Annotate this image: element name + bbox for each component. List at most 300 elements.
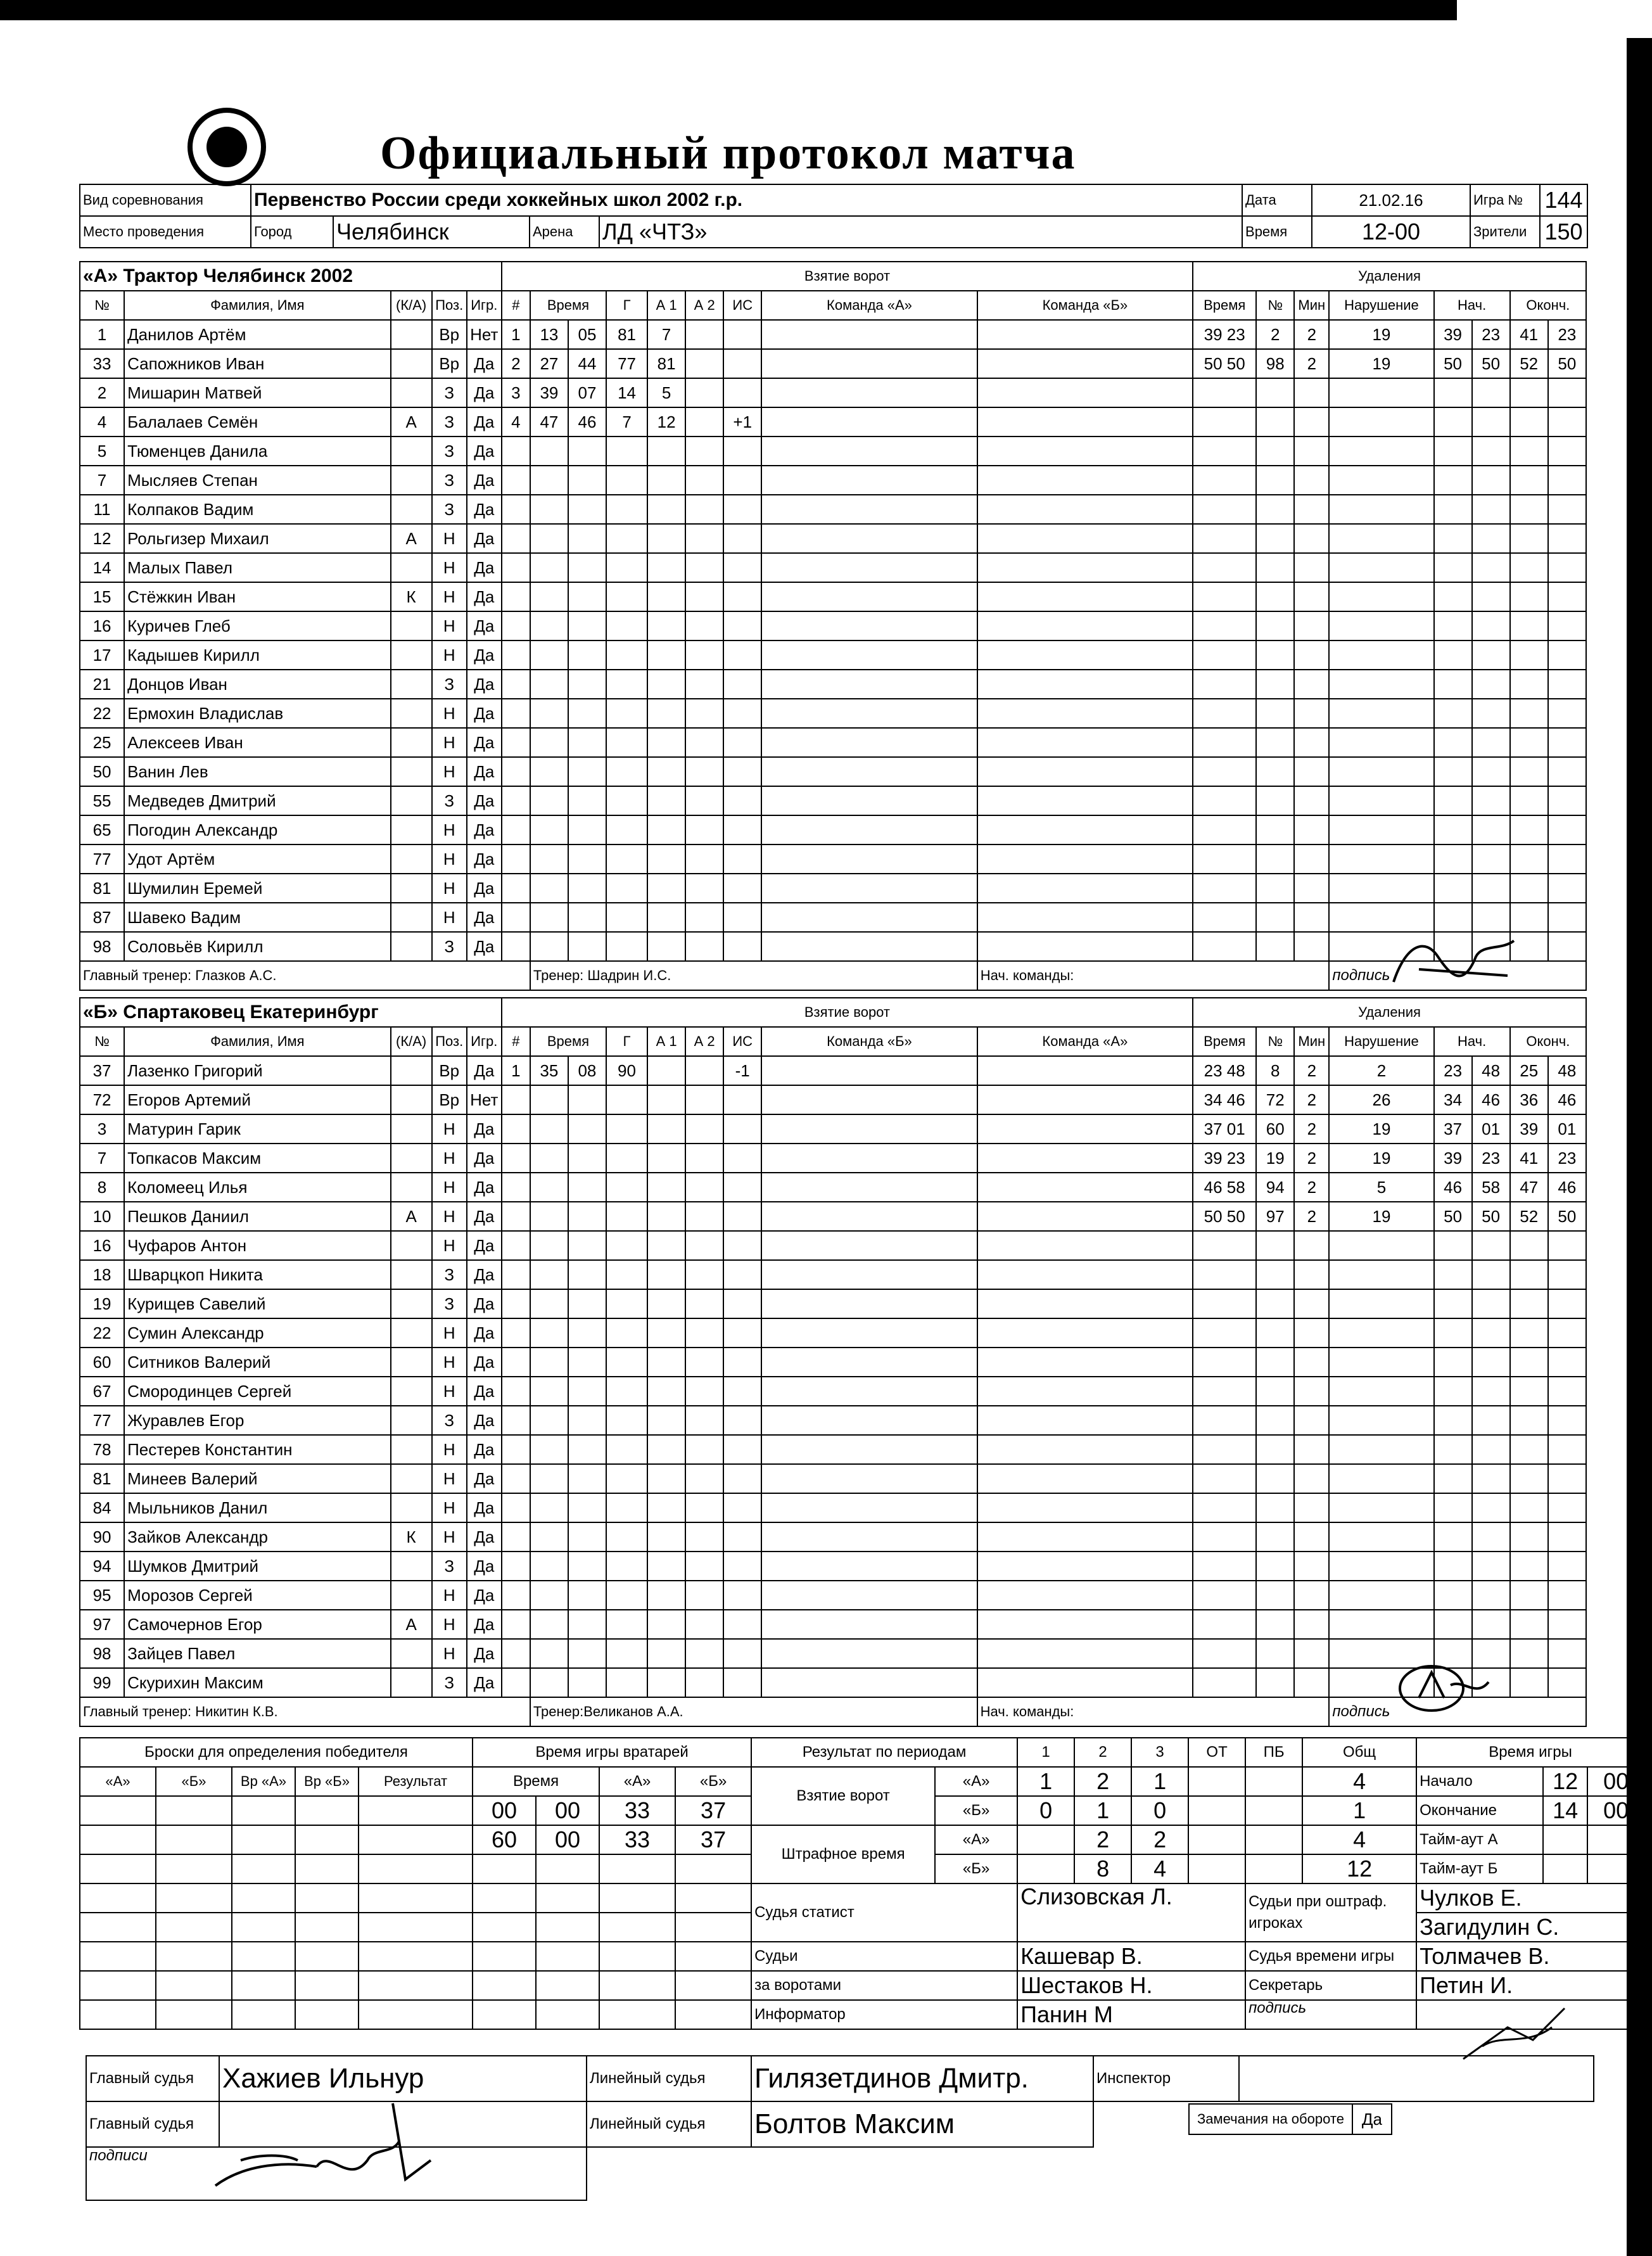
pen-no: 94 — [1256, 1173, 1294, 1202]
main-ref-1: Хажиев Ильнур — [219, 2056, 587, 2101]
player-played: Да — [467, 407, 502, 437]
player-number: 50 — [80, 757, 124, 786]
player-position: Н — [432, 582, 467, 611]
gB-3: 0 — [1131, 1796, 1188, 1825]
goal-a1: 12 — [647, 407, 685, 437]
city-label: Город — [251, 216, 333, 248]
player-captain — [391, 815, 432, 844]
player-played: Да — [467, 728, 502, 757]
teamA-goals-title: Взятие ворот — [502, 262, 1193, 291]
pen-em: 25 — [1510, 1056, 1548, 1085]
player-played: Да — [467, 1639, 502, 1668]
gA-ot — [1188, 1767, 1245, 1796]
player-name: Коломеец Илья — [124, 1173, 391, 1202]
teamA-hdr-pno: № — [1256, 291, 1294, 320]
pB-3: 4 — [1131, 1854, 1188, 1883]
gA-total: 4 — [1302, 1767, 1416, 1796]
start-m: 00 — [1587, 1767, 1644, 1796]
player-name: Пестерев Константин — [124, 1435, 391, 1464]
player-name: Рольгизер Михаил — [124, 524, 391, 553]
teamA-player-row — [80, 407, 1586, 437]
player-position: Н — [432, 553, 467, 582]
player-played: Да — [467, 1056, 502, 1085]
pen-ss2: 50 — [1472, 1202, 1510, 1231]
player-played: Да — [467, 1202, 502, 1231]
pen-ss2: 23 — [1472, 1144, 1510, 1173]
player-position: З — [432, 786, 467, 815]
player-captain — [391, 1114, 432, 1144]
pen-sm: 39 — [1434, 1144, 1472, 1173]
main-ref-label-2: Главный судья — [86, 2101, 219, 2147]
signature-team-a — [1381, 931, 1533, 1001]
player-played: Да — [467, 1464, 502, 1493]
stat: Слизовская Л. — [1017, 1883, 1245, 1942]
teamB-player-row — [80, 1406, 1586, 1435]
teamA-player-row — [80, 611, 1586, 640]
player-name: Пешков Даниил — [124, 1202, 391, 1231]
goal-a2 — [685, 407, 723, 437]
player-captain — [391, 553, 432, 582]
inspector-label: Инспектор — [1093, 2056, 1239, 2101]
goal-ss: 44 — [568, 349, 606, 378]
teamB-player-row — [80, 1552, 1586, 1581]
player-captain — [391, 903, 432, 932]
player-captain: А — [391, 1610, 432, 1639]
header-table — [79, 184, 1588, 248]
gB-1: 0 — [1017, 1796, 1074, 1825]
player-number: 11 — [80, 495, 124, 524]
player-number: 3 — [80, 1114, 124, 1144]
player-played: Да — [467, 1435, 502, 1464]
player-number: 8 — [80, 1173, 124, 1202]
player-number: 98 — [80, 1639, 124, 1668]
player-captain: А — [391, 1202, 432, 1231]
teamB-hdr-no: № — [80, 1027, 124, 1056]
player-played: Да — [467, 437, 502, 466]
gB-ot — [1188, 1796, 1245, 1825]
player-played: Да — [467, 1493, 502, 1522]
pen-em: 39 — [1510, 1114, 1548, 1144]
player-number: 10 — [80, 1202, 124, 1231]
player-played: Да — [467, 495, 502, 524]
player-number: 95 — [80, 1581, 124, 1610]
pen-es: 23 — [1548, 320, 1586, 349]
teamB-hdr-play: Игр. — [467, 1027, 502, 1056]
player-position: Н — [432, 611, 467, 640]
pen-b-label: «Б» — [935, 1854, 1017, 1883]
pA-1 — [1017, 1825, 1074, 1854]
pen-judge-label: Судьи при оштраф. игроках — [1245, 1883, 1416, 1942]
pen-es: 46 — [1548, 1173, 1586, 1202]
player-name: Алексеев Иван — [124, 728, 391, 757]
player-name: Сумин Александр — [124, 1318, 391, 1348]
player-played: Да — [467, 670, 502, 699]
pen-sm: 46 — [1434, 1173, 1472, 1202]
player-played: Да — [467, 815, 502, 844]
teamB-player-row — [80, 1348, 1586, 1377]
player-position: З — [432, 466, 467, 495]
pA-pb — [1245, 1825, 1302, 1854]
timeout-b-label: Тайм-аут Б — [1416, 1854, 1543, 1883]
pen-viol: 19 — [1329, 1202, 1433, 1231]
pen-no: 72 — [1256, 1085, 1294, 1114]
player-number: 78 — [80, 1435, 124, 1464]
gk2-mm: 60 — [473, 1825, 536, 1854]
player-position: Н — [432, 728, 467, 757]
player-played: Да — [467, 844, 502, 874]
player-name: Стёжкин Иван — [124, 582, 391, 611]
pen-viol: 26 — [1329, 1085, 1433, 1114]
player-number: 77 — [80, 1406, 124, 1435]
teamA-hdr-gnum: # — [502, 291, 530, 320]
player-played: Да — [467, 1552, 502, 1581]
teamB-hdr-pend: Оконч. — [1510, 1027, 1586, 1056]
pen-es: 50 — [1548, 1202, 1586, 1231]
pen-no: 2 — [1256, 320, 1294, 349]
goal-mm: 27 — [530, 349, 568, 378]
teamA-hdr-pmin: Мин — [1294, 291, 1329, 320]
player-number: 81 — [80, 874, 124, 903]
teamB-player-row — [80, 1114, 1586, 1144]
goal-is: -1 — [723, 1056, 761, 1085]
player-captain — [391, 1435, 432, 1464]
teamB-coach: Главный тренер: Никитин К.В. — [80, 1697, 530, 1726]
player-position: З — [432, 1260, 467, 1289]
player-name: Куричев Глеб — [124, 611, 391, 640]
pen-ss2: 01 — [1472, 1114, 1510, 1144]
teamB-hdr-pno: № — [1256, 1027, 1294, 1056]
signature-referee — [203, 2091, 469, 2205]
competition: Первенство России среди хоккейных школ 2002 г.р. — [251, 184, 1242, 216]
teamB-hdr-ptime: Время — [1193, 1027, 1256, 1056]
teamB-hdr-pstart: Нач. — [1434, 1027, 1510, 1056]
player-name: Медведев Дмитрий — [124, 786, 391, 815]
player-captain — [391, 1056, 432, 1085]
player-played: Да — [467, 1260, 502, 1289]
player-position: Н — [432, 1581, 467, 1610]
player-position: Н — [432, 1318, 467, 1348]
pen-ss2: 58 — [1472, 1173, 1510, 1202]
teamB-player-row — [80, 1464, 1586, 1493]
goal-a2 — [685, 349, 723, 378]
player-number: 1 — [80, 320, 124, 349]
goal-num: 1 — [502, 320, 530, 349]
goal-g: 77 — [606, 349, 647, 378]
teamA-player-row — [80, 582, 1586, 611]
goal-a2 — [685, 378, 723, 407]
player-name: Донцов Иван — [124, 670, 391, 699]
end-h: 14 — [1543, 1796, 1587, 1825]
pen-viol: 19 — [1329, 349, 1433, 378]
player-name: Ситников Валерий — [124, 1348, 391, 1377]
goal-g: 14 — [606, 378, 647, 407]
player-position: З — [432, 495, 467, 524]
player-captain — [391, 1289, 432, 1318]
pen-em: 41 — [1510, 320, 1548, 349]
teamA-hdr-ka: (К/А) — [391, 291, 432, 320]
time-judge: Толмачев В. — [1416, 1942, 1644, 1971]
goal-g: 81 — [606, 320, 647, 349]
player-name: Удот Артём — [124, 844, 391, 874]
pen-time: 23 48 — [1193, 1056, 1256, 1085]
teamB-hdr-is: ИС — [723, 1027, 761, 1056]
pen-viol: 5 — [1329, 1173, 1433, 1202]
gB-2: 1 — [1074, 1796, 1131, 1825]
player-name: Колпаков Вадим — [124, 495, 391, 524]
teamB-hdr-a1: А 1 — [647, 1027, 685, 1056]
player-played: Да — [467, 466, 502, 495]
player-name: Лазенко Григорий — [124, 1056, 391, 1085]
player-captain — [391, 1173, 432, 1202]
teamB-hdr-a2: А 2 — [685, 1027, 723, 1056]
pen-sm: 37 — [1434, 1114, 1472, 1144]
page-title: Официальный протокол матча — [380, 127, 1076, 179]
pen-viol: 19 — [1329, 1114, 1433, 1144]
bottom-sign: подпись — [1245, 2000, 1416, 2029]
teamB-goals-title: Взятие ворот — [502, 998, 1193, 1027]
pen-no: 98 — [1256, 349, 1294, 378]
player-captain — [391, 1377, 432, 1406]
teamA-player-row — [80, 320, 1586, 349]
gk-title: Время игры вратарей — [473, 1738, 751, 1767]
player-captain — [391, 670, 432, 699]
pen-label: Штрафное время — [751, 1825, 935, 1883]
period-3: 3 — [1131, 1738, 1188, 1767]
line-ref-label-1: Линейный судья — [587, 2056, 751, 2101]
player-name: Шумков Дмитрий — [124, 1552, 391, 1581]
player-captain — [391, 1493, 432, 1522]
pen-ss2: 46 — [1472, 1085, 1510, 1114]
player-number: 17 — [80, 640, 124, 670]
player-number: 60 — [80, 1348, 124, 1377]
pen-ss2: 23 — [1472, 320, 1510, 349]
player-name: Самочернов Егор — [124, 1610, 391, 1639]
player-number: 16 — [80, 1231, 124, 1260]
end-m: 00 — [1587, 1796, 1644, 1825]
player-position: Н — [432, 1493, 467, 1522]
player-position: З — [432, 437, 467, 466]
pen-sm: 23 — [1434, 1056, 1472, 1085]
teamB-player-row — [80, 1260, 1586, 1289]
pen-no: 19 — [1256, 1144, 1294, 1173]
teamB-player-row — [80, 1610, 1586, 1639]
timeout-a-label: Тайм-аут А — [1416, 1825, 1543, 1854]
teamB-player-row — [80, 1231, 1586, 1260]
goal-ss: 46 — [568, 407, 606, 437]
teamA-hdr-gtime: Время — [530, 291, 606, 320]
teamA-player-row — [80, 844, 1586, 874]
gk-time-hdr: Время — [473, 1767, 599, 1796]
player-captain — [391, 699, 432, 728]
pen-time: 39 23 — [1193, 1144, 1256, 1173]
player-number: 84 — [80, 1493, 124, 1522]
player-name: Скурихин Максим — [124, 1668, 391, 1697]
player-position: З — [432, 1668, 467, 1697]
goal-a1 — [647, 1056, 685, 1085]
player-captain — [391, 728, 432, 757]
teamA-player-row — [80, 437, 1586, 466]
teamA-title: «А» Трактор Челябинск 2002 — [80, 262, 502, 291]
pen-em: 47 — [1510, 1173, 1548, 1202]
pen-a-label: «А» — [935, 1825, 1017, 1854]
player-captain — [391, 640, 432, 670]
player-number: 5 — [80, 437, 124, 466]
player-number: 7 — [80, 466, 124, 495]
player-number: 65 — [80, 815, 124, 844]
player-name: Соловьёв Кирилл — [124, 932, 391, 961]
goal-mm: 47 — [530, 407, 568, 437]
pen-time: 34 46 — [1193, 1085, 1256, 1114]
teamA-trainer: Тренер: Шадрин И.С. — [530, 961, 977, 990]
teamA-hdr-no: № — [80, 291, 124, 320]
teamB-hdr-pmin: Мин — [1294, 1027, 1329, 1056]
goal-num: 1 — [502, 1056, 530, 1085]
player-captain — [391, 1552, 432, 1581]
gA-1: 1 — [1017, 1767, 1074, 1796]
pen-es: 23 — [1548, 1144, 1586, 1173]
gA-pb — [1245, 1767, 1302, 1796]
player-position: Вр — [432, 1085, 467, 1114]
teamB-hdr-gnum: # — [502, 1027, 530, 1056]
teamB-player-row — [80, 1289, 1586, 1318]
player-captain — [391, 1318, 432, 1348]
goal-ss: 08 — [568, 1056, 606, 1085]
player-name: Шумилин Еремей — [124, 874, 391, 903]
player-number: 14 — [80, 553, 124, 582]
remarks-value: Да — [1361, 2110, 1382, 2129]
teamB-player-row — [80, 1522, 1586, 1552]
player-played: Да — [467, 903, 502, 932]
player-captain — [391, 1260, 432, 1289]
pen-em: 36 — [1510, 1085, 1548, 1114]
remarks-label: Замечания на обороте — [1190, 2105, 1353, 2134]
player-played: Да — [467, 1289, 502, 1318]
player-played: Да — [467, 1231, 502, 1260]
goal-is: +1 — [723, 407, 761, 437]
teamB-hdr-gtime: Время — [530, 1027, 606, 1056]
gk-b-hdr: «Б» — [675, 1767, 751, 1796]
pen-time: 50 50 — [1193, 1202, 1256, 1231]
goal-num: 2 — [502, 349, 530, 378]
player-position: Н — [432, 903, 467, 932]
goal-judge-2: Шестаков Н. — [1017, 1971, 1245, 2000]
pen-min: 2 — [1294, 1202, 1329, 1231]
city: Челябинск — [333, 216, 530, 248]
goal-a2 — [685, 1056, 723, 1085]
player-position: З — [432, 1406, 467, 1435]
pen-em: 41 — [1510, 1144, 1548, 1173]
pen-min: 2 — [1294, 320, 1329, 349]
player-position: Н — [432, 1348, 467, 1377]
teamA-hdr-pviol: Нарушение — [1329, 291, 1433, 320]
player-position: Н — [432, 1464, 467, 1493]
player-captain — [391, 378, 432, 407]
player-name: Курищев Савелий — [124, 1289, 391, 1318]
goal-is — [723, 320, 761, 349]
player-position: З — [432, 670, 467, 699]
gk1-b: 37 — [675, 1796, 751, 1825]
player-number: 25 — [80, 728, 124, 757]
place-label: Место проведения — [80, 216, 251, 248]
time-label: Время — [1242, 216, 1312, 248]
player-played: Да — [467, 874, 502, 903]
time-judge-label: Судья времени игры — [1245, 1942, 1416, 1971]
player-name: Кадышев Кирилл — [124, 640, 391, 670]
teamA-player-row — [80, 349, 1586, 378]
line-ref-1: Гилязетдинов Дмитр. — [751, 2056, 1093, 2101]
teamB-hdr-col1: Команда «Б» — [761, 1027, 977, 1056]
player-captain — [391, 932, 432, 961]
gk1-mm: 00 — [473, 1796, 536, 1825]
player-number: 37 — [80, 1056, 124, 1085]
goal-ss: 05 — [568, 320, 606, 349]
gk2-b: 37 — [675, 1825, 751, 1854]
player-position: Н — [432, 1114, 467, 1144]
teamA-pens-title: Удаления — [1193, 262, 1586, 291]
pen-judge-1: Чулков Е. — [1416, 1883, 1644, 1913]
goal-num: 4 — [502, 407, 530, 437]
gt-title: Время игры — [1416, 1738, 1644, 1767]
shots-title: Броски для определения победителя — [80, 1738, 473, 1767]
pen-em: 52 — [1510, 349, 1548, 378]
teamB-hdr-col2: Команда «А» — [977, 1027, 1193, 1056]
period-1: 1 — [1017, 1738, 1074, 1767]
player-number: 12 — [80, 524, 124, 553]
pB-pb — [1245, 1854, 1302, 1883]
pen-min: 2 — [1294, 1144, 1329, 1173]
player-played: Да — [467, 1610, 502, 1639]
player-number: 2 — [80, 378, 124, 407]
teamA-player-row — [80, 640, 1586, 670]
pB-ot — [1188, 1854, 1245, 1883]
teamA-player-row — [80, 378, 1586, 407]
line-ref-2: Болтов Максим — [751, 2101, 1093, 2147]
teamA-player-row — [80, 815, 1586, 844]
pen-no: 97 — [1256, 1202, 1294, 1231]
bottom-table — [79, 1737, 1645, 2030]
player-position: З — [432, 932, 467, 961]
player-position: Н — [432, 1144, 467, 1173]
pB-1 — [1017, 1854, 1074, 1883]
goal-g: 7 — [606, 407, 647, 437]
player-played: Да — [467, 611, 502, 640]
player-captain — [391, 349, 432, 378]
pen-es: 01 — [1548, 1114, 1586, 1144]
gA-3: 1 — [1131, 1767, 1188, 1796]
teamB-player-row — [80, 1318, 1586, 1348]
start-label: Начало — [1416, 1767, 1543, 1796]
player-captain — [391, 611, 432, 640]
game-label: Игра № — [1470, 184, 1540, 216]
player-captain — [391, 786, 432, 815]
teamB-player-row — [80, 1144, 1586, 1173]
pen-sm: 34 — [1434, 1085, 1472, 1114]
player-position: З — [432, 378, 467, 407]
player-played: Да — [467, 1522, 502, 1552]
player-number: 87 — [80, 903, 124, 932]
player-captain — [391, 1464, 432, 1493]
player-position: З — [432, 407, 467, 437]
player-position: Вр — [432, 1056, 467, 1085]
player-position: Н — [432, 757, 467, 786]
goals-b-label: «Б» — [935, 1796, 1017, 1825]
pen-time: 39 23 — [1193, 320, 1256, 349]
shots-b: «Б» — [156, 1767, 232, 1796]
player-number: 98 — [80, 932, 124, 961]
teamB-player-row — [80, 1668, 1586, 1697]
player-number: 21 — [80, 670, 124, 699]
period-total: Общ — [1302, 1738, 1416, 1767]
